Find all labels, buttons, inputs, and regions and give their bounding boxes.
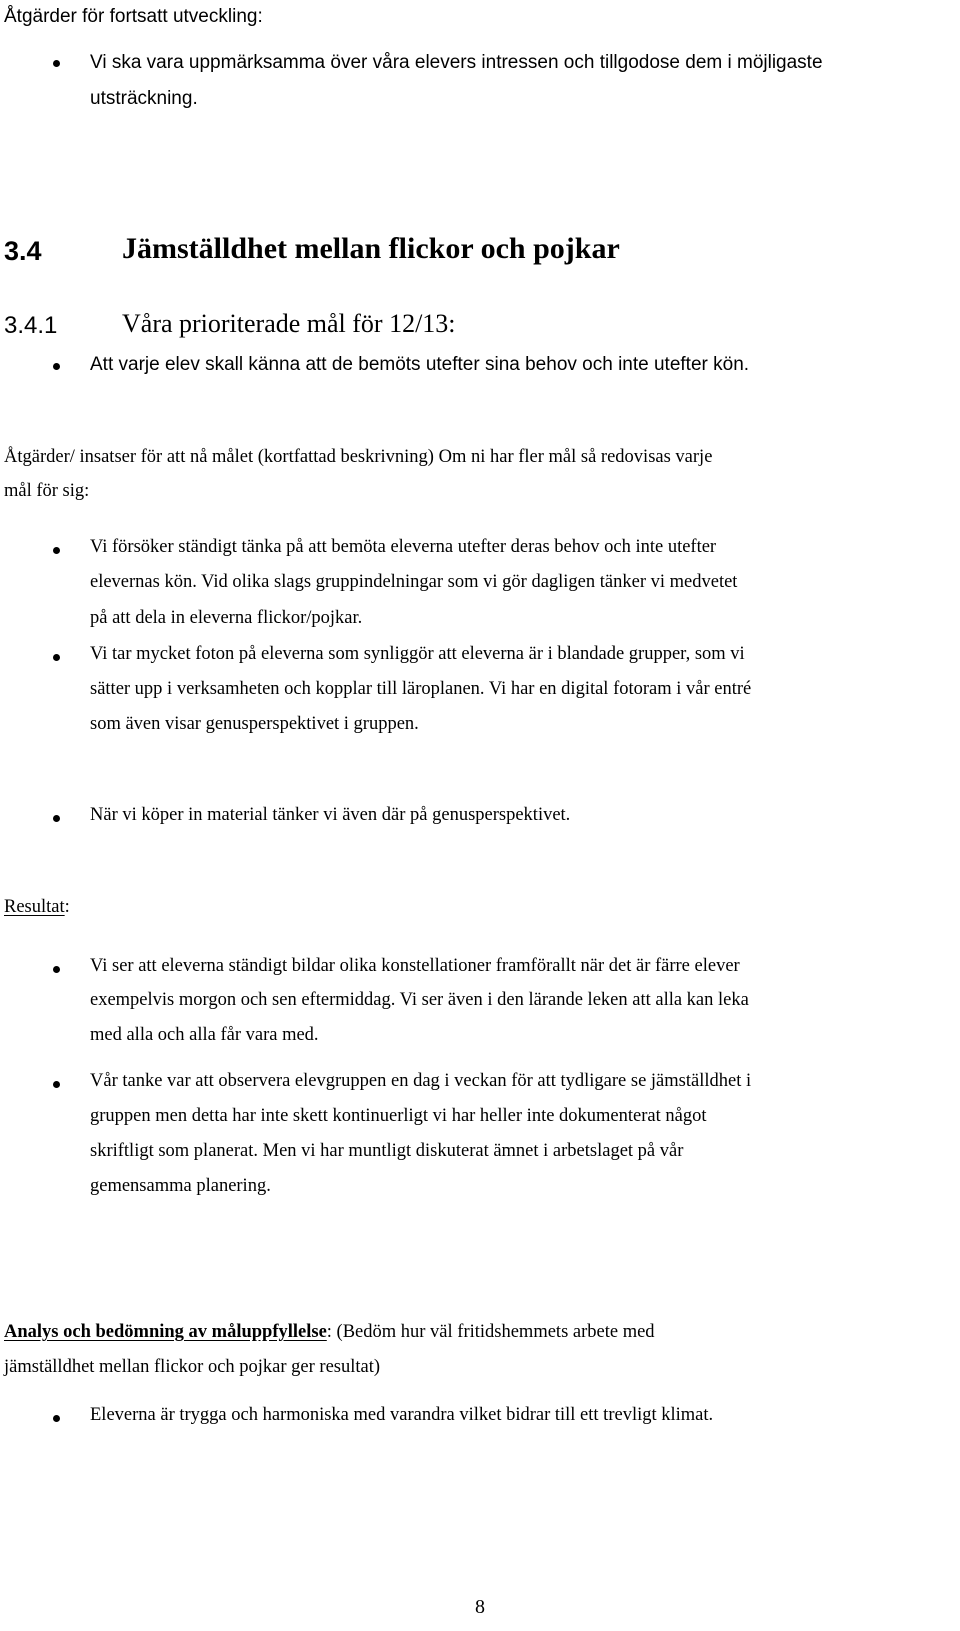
list-item-line: skriftligt som planerat. Men vi har muntligt diskuterat ämnet i arbetslaget på vår	[90, 1141, 684, 1161]
list-item-line: på att dela in eleverna flickor/pojkar.	[90, 608, 363, 628]
list-item-line: elevernas kön. Vid olika slags gruppindelningar som vi gör dagligen tänker vi medvetet	[90, 572, 738, 592]
list-item-line: Vi tar mycket foton på eleverna som synliggör att eleverna är i blandade grupper, som vi	[90, 644, 745, 664]
bullet-icon	[53, 547, 60, 554]
list-item-line: Vi försöker ständigt tänka på att bemöta eleverna utefter deras behov och inte utefter	[90, 537, 717, 557]
list-item-line: som även visar genusperspektivet i gruppen.	[90, 714, 419, 734]
list-item-line: utsträckning.	[90, 88, 198, 109]
result-heading	[4, 897, 70, 918]
list-item-line: Vi ska vara uppmärksamma över våra elevers intressen och tillgodose dem i möjligaste	[90, 52, 823, 73]
analysis-heading-line: jämställdhet mellan flickor och pojkar ger resultat)	[4, 1357, 381, 1377]
analysis-heading-rest: : (Bedöm hur väl fritidshemmets arbete med	[326, 1322, 655, 1342]
page-number: 8	[475, 1596, 485, 1618]
subsection-title: Våra prioriterade mål för 12/13:	[122, 309, 456, 338]
analysis-text: Eleverna är trygga och harmoniska med varandra vilket bidrar till ett trevligt klimat.	[90, 1405, 714, 1425]
analysis-heading-label: Analys och bedömning av måluppfyllelse	[4, 1322, 327, 1342]
bullet-icon	[53, 1415, 60, 1422]
subsection-number: 3.4.1	[4, 312, 58, 339]
section-title: Jämställdhet mellan flickor och pojkar	[122, 232, 620, 265]
bullet-icon	[53, 363, 60, 370]
list-item-line: När vi köper in material tänker vi även där på genusperspektivet.	[90, 805, 571, 825]
section-number: 3.4	[4, 236, 42, 266]
bullet-icon	[53, 815, 60, 822]
measures-heading-line: mål för sig:	[4, 481, 90, 501]
result-heading-colon: :	[64, 897, 70, 917]
list-item-line: Vår tanke var att observera elevgruppen en dag i veckan för att tydligare se jämställdhet i	[90, 1071, 752, 1091]
list-item-line: med alla och alla får vara med.	[90, 1025, 319, 1045]
list-item-line: Vi ser att eleverna ständigt bildar olika konstellationer framförallt när det är färre elever	[90, 956, 740, 976]
list-item-line: gemensamma planering.	[90, 1176, 271, 1196]
analysis-heading	[4, 1322, 655, 1343]
bullet-icon	[53, 1081, 60, 1088]
bullet-icon	[53, 60, 60, 67]
heading-fortsatt-utveckling: Åtgärder för fortsatt utveckling:	[4, 6, 263, 27]
list-item-line: gruppen men detta har inte skett kontinuerligt vi har heller inte dokumenterat något	[90, 1106, 707, 1126]
measures-heading-line: Åtgärder/ insatser för att nå målet (kortfattad beskrivning) Om ni har fler mål så redovisas varje	[4, 447, 713, 467]
bullet-icon	[53, 966, 60, 973]
list-item-line: exempelvis morgon och sen eftermiddag. Vi ser även i den lärande leken att alla kan leka	[90, 990, 749, 1010]
list-item-line: sätter upp i verksamheten och kopplar till läroplanen. Vi har en digital fotoram i vår entré	[90, 679, 752, 699]
goal-text: Att varje elev skall känna att de bemöts utefter sina behov och inte utefter kön.	[90, 354, 750, 375]
bullet-icon	[53, 654, 60, 661]
result-heading-label: Resultat	[4, 897, 65, 917]
